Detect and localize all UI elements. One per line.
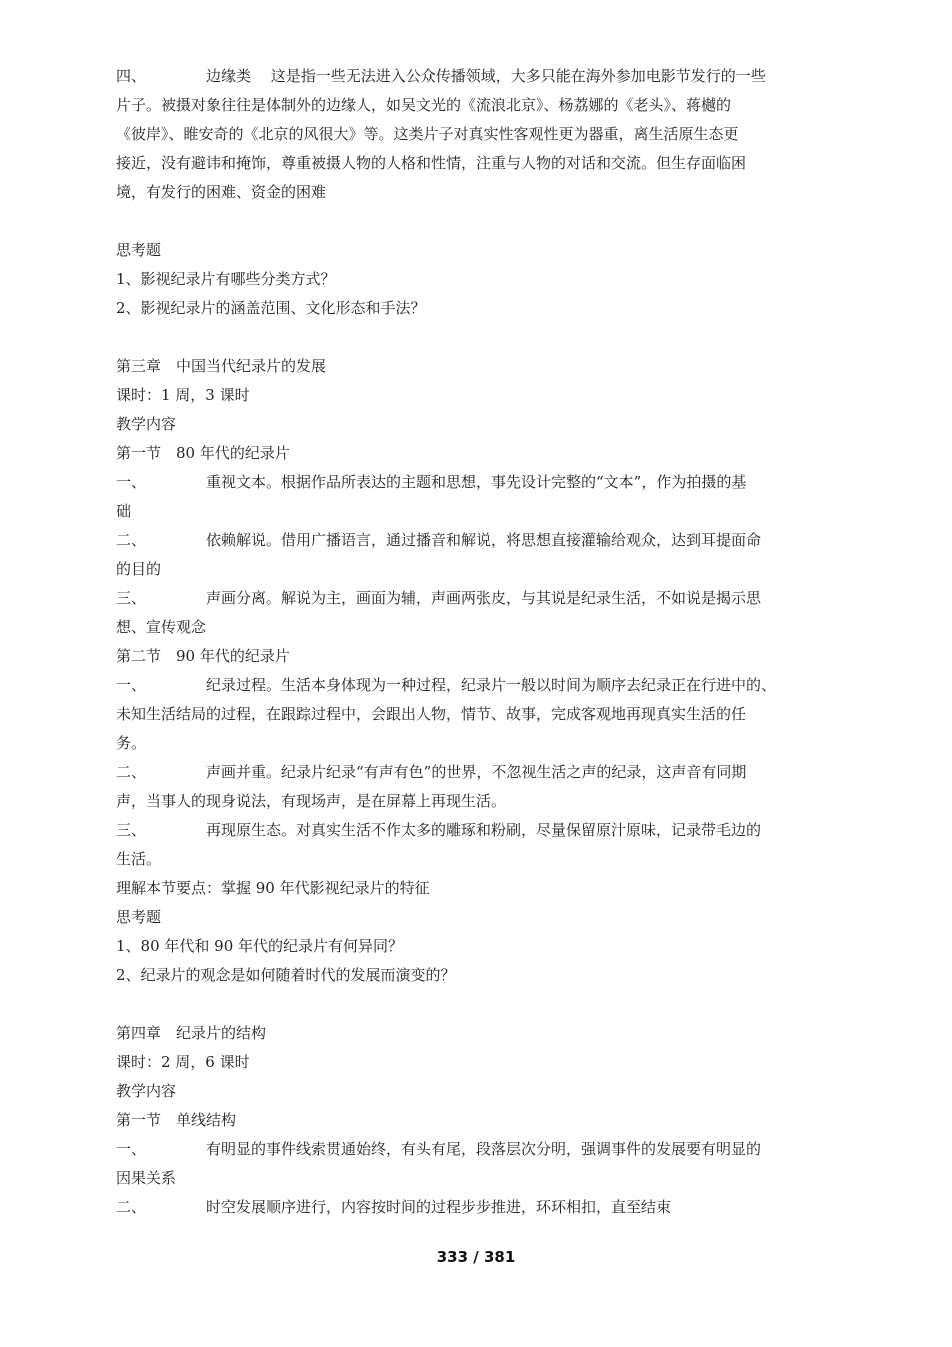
item-continuation: 础 <box>116 502 132 520</box>
item-number: 三、 <box>116 589 147 607</box>
item-number: 一、 <box>116 473 147 491</box>
item-continuation: 未知生活结局的过程，在跟踪过程中，会跟出人物，情节、故事，完成客观地再现真实生活的任 <box>116 705 747 723</box>
paragraph-line: 《彼岸》、睢安奇的《北京的风很大》等。这类片子对真实性客观性更为器重，离生活原生态更 <box>116 125 739 143</box>
question: 1、80 年代和 90 年代的纪录片有何异同？ <box>116 937 404 955</box>
item-number: 三、 <box>116 821 147 839</box>
item-text: 再现原生态。对真实生活不作太多的雕琢和粉刷，尽量保留原汁原味，记录带毛边的 <box>206 821 762 839</box>
list-item <box>116 584 842 613</box>
item-number: 一、 <box>116 676 147 694</box>
list-item <box>116 816 842 845</box>
spacer <box>116 990 842 1019</box>
section-title: 第二节 90 年代的纪录片 <box>116 647 290 665</box>
item-text: 依赖解说。借用广播语言，通过播音和解说，将思想直接灌输给观众，达到耳提面命 <box>206 531 762 549</box>
paragraph-item <box>116 62 842 91</box>
chapter-title: 第四章 纪录片的结构 <box>116 1024 267 1042</box>
chapter-title: 第三章 中国当代纪录片的发展 <box>116 357 327 375</box>
list-item <box>116 1193 842 1222</box>
item-text: 有明显的事件线索贯通始终，有头有尾，段落层次分明，强调事件的发展要有明显的 <box>206 1140 762 1158</box>
question-heading: 思考题 <box>116 241 162 259</box>
item-continuation: 因果关系 <box>116 1169 177 1187</box>
section-title: 第一节 单线结构 <box>116 1111 237 1129</box>
spacer <box>116 207 842 236</box>
item-text: 声画分离。解说为主，画面为辅，声画两张皮，与其说是纪录生活，不如说是揭示思 <box>206 589 762 607</box>
item-number: 二、 <box>116 763 147 781</box>
item-continuation: 的目的 <box>116 560 162 578</box>
class-hours: 课时：1 周，3 课时 <box>116 386 250 404</box>
question: 2、影视纪录片的涵盖范围、文化形态和手法？ <box>116 299 426 317</box>
list-item <box>116 758 842 787</box>
paragraph-line: 片子。被摄对象往往是体制外的边缘人，如吴文光的《流浪北京》、杨荔娜的《老头》、蒋樾的 <box>116 96 732 114</box>
list-item <box>116 526 842 555</box>
teaching-content-heading: 教学内容 <box>116 1082 177 1100</box>
item-number: 一、 <box>116 1140 147 1158</box>
class-hours: 课时：2 周，6 课时 <box>116 1053 250 1071</box>
key-points: 理解本节要点：掌握 90 年代影视纪录片的特征 <box>116 879 430 897</box>
item-text: 声画并重。纪录片纪录“有声有色”的世界，不忽视生活之声的纪录，这声音有同期 <box>206 763 747 781</box>
page-number: 333 / 381 <box>436 1248 516 1266</box>
item-number: 四、 <box>116 67 147 85</box>
document-body <box>116 62 842 1222</box>
spacer <box>116 323 842 352</box>
item-continuation: 想、宣传观念 <box>116 618 207 636</box>
question-heading: 思考题 <box>116 908 162 926</box>
item-text: 时空发展顺序进行，内容按时间的过程步步推进，环环相扣，直至结束 <box>206 1198 672 1216</box>
item-number: 二、 <box>116 531 147 549</box>
list-item <box>116 468 842 497</box>
list-item <box>116 1135 842 1164</box>
paragraph-line: 接近，没有避讳和掩饰，尊重被摄人物的人格和性情，注重与人物的对话和交流。但生存面临困 <box>116 154 747 172</box>
item-number: 二、 <box>116 1198 147 1216</box>
item-text: 重视文本。根据作品所表达的主题和思想，事先设计完整的“文本”，作为拍摄的基 <box>206 473 747 491</box>
question: 2、纪录片的观念是如何随着时代的发展而演变的？ <box>116 966 456 984</box>
item-text: 边缘类 这是指一些无法进入公众传播领域，大多只能在海外参加电影节发行的一些 <box>206 67 766 85</box>
question: 1、影视纪录片有哪些分类方式？ <box>116 270 336 288</box>
list-item <box>116 671 842 700</box>
section-title: 第一节 80 年代的纪录片 <box>116 444 290 462</box>
teaching-content-heading: 教学内容 <box>116 415 177 433</box>
item-continuation: 生活。 <box>116 850 162 868</box>
item-text: 纪录过程。生活本身体现为一种过程，纪录片一般以时间为顺序去纪录正在行进中的、 <box>206 676 777 694</box>
paragraph-line: 境，有发行的困难、资金的困难 <box>116 183 327 201</box>
item-continuation: 声，当事人的现身说法，有现场声，是在屏幕上再现生活。 <box>116 792 507 810</box>
item-continuation: 务。 <box>116 734 147 752</box>
